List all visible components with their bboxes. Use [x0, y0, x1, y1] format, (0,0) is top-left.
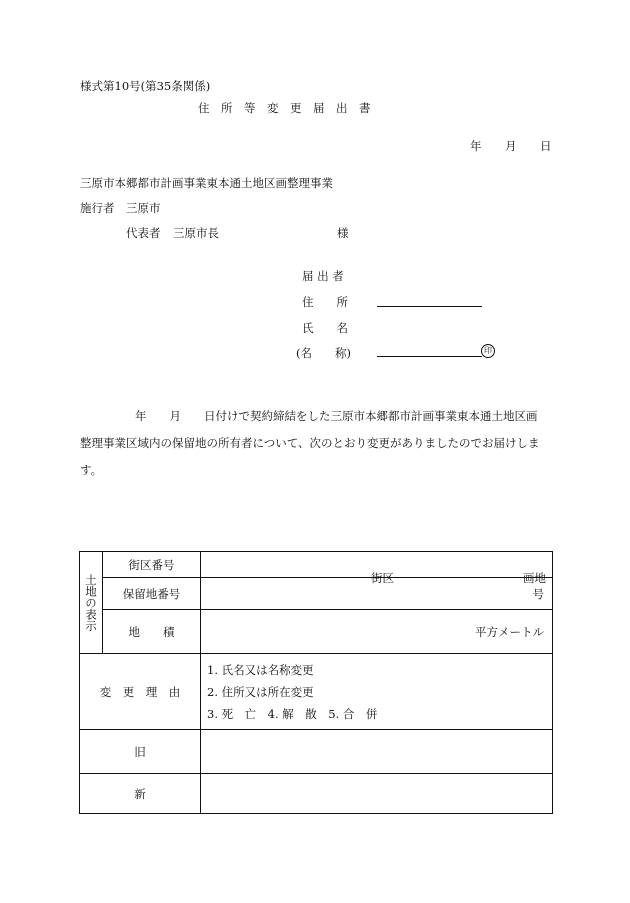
date-year: 年 [470, 139, 482, 153]
lot-unit: 画地 [523, 570, 546, 585]
executor-name: 三原市 [126, 201, 161, 215]
land-label-cell [80, 552, 103, 654]
notifier-corp-name-label: (名 称) [296, 346, 351, 360]
date-month: 月 [505, 139, 517, 153]
representative-honorific: 様 [337, 226, 349, 240]
new-value[interactable] [201, 774, 553, 814]
notifier-heading: 届 出 者 [302, 269, 344, 283]
block-number-label: 街区番号 [103, 552, 201, 578]
body-paragraph [80, 403, 555, 484]
reason-option-1[interactable]: 1. 氏名又は名称変更 [207, 662, 314, 677]
area-value[interactable]: 平方メートル [201, 610, 553, 654]
reserved-land-number-label: 保留地番号 [103, 578, 201, 610]
executor-label: 施行者 [80, 201, 115, 215]
form-number: 様式第10号(第35条関係) [80, 79, 211, 93]
reason-label: 変 更 理 由 [80, 654, 201, 730]
land-label: 土地の表示 [84, 573, 98, 632]
area-label: 地 積 [103, 610, 201, 654]
new-label: 新 [80, 774, 201, 814]
page-title: 住 所 等 変 更 届 出 書 [198, 101, 371, 115]
old-label: 旧 [80, 730, 201, 774]
reason-option-3[interactable]: 3. 死 亡 4. 解 散 5. 合 併 [207, 706, 378, 721]
representative-name: 三原市長 [173, 226, 219, 240]
body-line-2: 整理事業区域内の保留地の所有者について、次のとおり変更がありましたのでお届けしま [80, 436, 540, 450]
representative-label: 代表者 [126, 226, 161, 240]
table-row [80, 552, 553, 578]
land-change-table [79, 551, 553, 814]
old-value[interactable] [201, 730, 553, 774]
body-line-1: 年 月 日付けで契約締結をした三原市本郷都市計画事業東本通土地区画 [135, 409, 538, 423]
table-row [80, 774, 553, 814]
notifier-address-line [377, 306, 482, 307]
table-row [80, 654, 553, 730]
reserved-land-number-value[interactable]: 号 [201, 578, 553, 610]
table-row [80, 578, 553, 610]
notifier-name-label: 氏 名 [302, 321, 348, 335]
date-day: 日 [540, 139, 552, 153]
seal-icon: 印 [481, 344, 495, 358]
block-number-value[interactable] [201, 552, 553, 585]
reason-option-2[interactable]: 2. 住所又は所在変更 [207, 684, 314, 699]
project-name: 三原市本郷都市計画事業東本通土地区画整理事業 [80, 176, 333, 190]
table-row [80, 730, 553, 774]
body-line-3: す。 [80, 463, 103, 477]
notifier-address-label: 住 所 [302, 295, 348, 309]
reason-options[interactable] [201, 654, 553, 730]
table-row [80, 610, 553, 654]
notifier-corp-name-line [377, 356, 482, 357]
block-unit: 街区 [371, 570, 394, 585]
